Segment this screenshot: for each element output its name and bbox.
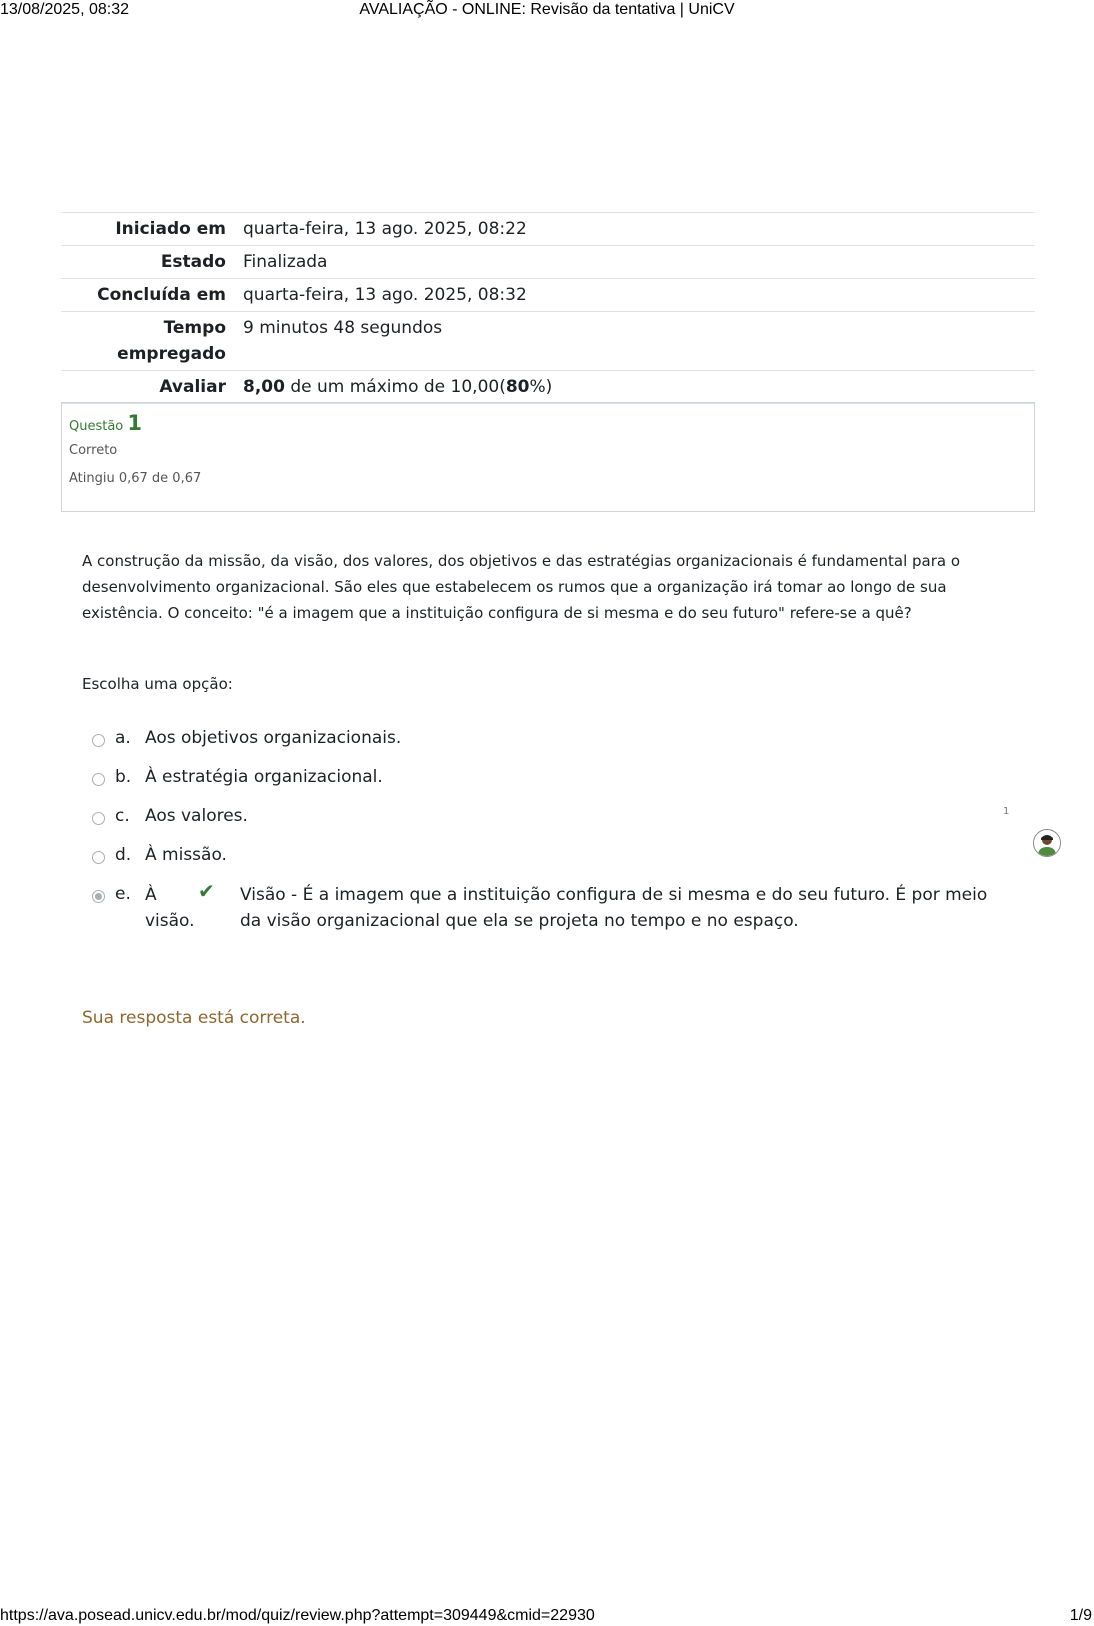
print-page-number: 1/9 [1069, 1607, 1092, 1624]
result-message: Sua resposta está correta. [82, 1008, 306, 1028]
option-text: À missão. [145, 845, 227, 865]
attempt-summary-table [61, 212, 1035, 404]
summary-row-completed [61, 279, 1035, 312]
question-grade: Atingiu 0,67 de 0,67 [69, 471, 202, 486]
print-title: AVALIAÇÃO - ONLINE: Revisão da tentativa | UniCV [359, 1, 735, 18]
grade-score: 8,00 [243, 377, 285, 397]
grade-percent-suffix: %) [529, 377, 553, 397]
summary-label: Avaliar [61, 371, 243, 404]
summary-row-grade [61, 371, 1035, 404]
question-info-box [61, 402, 1035, 512]
answer-option-e[interactable] [90, 879, 1010, 942]
summary-row-time [61, 312, 1035, 371]
answer-prompt: Escolha uma opção: [82, 675, 233, 693]
summary-grade-value [243, 371, 1035, 404]
answer-options [90, 726, 1010, 942]
question-number-value: 1 [127, 411, 143, 435]
summary-label: Iniciado em [61, 213, 243, 246]
checkmark-icon: ✔ [198, 879, 215, 903]
summary-label: Estado [61, 246, 243, 279]
answer-feedback: Visão - É a imagem que a instituição configura de si mesma e do seu futuro. É por meio da visão organizacional que ela se projeta no tempo e no espaço. [240, 885, 988, 931]
print-datetime: 13/08/2025, 08:32 [0, 1, 130, 18]
summary-value: Finalizada [243, 246, 1035, 279]
answer-option-c[interactable] [90, 804, 1010, 843]
option-text: À visão. [145, 885, 195, 931]
summary-value: 9 minutos 48 segundos [243, 312, 1035, 371]
print-footer [0, 1606, 1094, 1626]
radio-button-selected[interactable] [92, 890, 105, 903]
option-letter: e. [115, 884, 131, 904]
option-letter: c. [115, 806, 130, 826]
print-url: https://ava.posead.unicv.edu.br/mod/quiz/review.php?attempt=309449&cmid=22930 [0, 1607, 595, 1624]
question-number [69, 411, 1027, 435]
grade-percent: 80 [505, 377, 530, 397]
summary-row-started [61, 213, 1035, 246]
summary-label: Concluída em [61, 279, 243, 312]
radio-button[interactable] [92, 812, 105, 825]
question-label: Questão [69, 419, 124, 434]
avatar-icon [1033, 829, 1061, 857]
option-text: Aos valores. [145, 806, 248, 826]
option-text: Aos objetivos organizacionais. [145, 728, 402, 748]
grade-max-text: de um máximo de 10,00( [284, 377, 506, 397]
option-letter: a. [115, 728, 131, 748]
question-state: Correto [69, 443, 118, 458]
option-letter: d. [115, 845, 132, 865]
radio-button[interactable] [92, 851, 105, 864]
summary-value: quarta-feira, 13 ago. 2025, 08:22 [243, 213, 1035, 246]
side-note-marker: 1 [1003, 806, 1010, 817]
radio-button[interactable] [92, 773, 105, 786]
question-text: A construção da missão, da visão, dos valores, dos objetivos e das estratégias organizacionais é fundamental para o desenvolvimento organizacional. São eles que estabelecem os rumos que a organização irá tomar ao longo de sua existência. O conceito: "é a imagem que a instituição configura de si mesma e do seu futuro" refere-se a quê? [82, 552, 961, 622]
option-letter: b. [115, 767, 132, 787]
summary-label: Tempo empregado [61, 312, 243, 371]
print-header [0, 0, 1094, 20]
answer-option-d[interactable] [90, 843, 1010, 882]
summary-value: quarta-feira, 13 ago. 2025, 08:32 [243, 279, 1035, 312]
answer-option-a[interactable] [90, 726, 1010, 765]
answer-option-b[interactable] [90, 765, 1010, 804]
summary-row-state [61, 246, 1035, 279]
radio-button[interactable] [92, 734, 105, 747]
option-text: À estratégia organizacional. [145, 767, 383, 787]
